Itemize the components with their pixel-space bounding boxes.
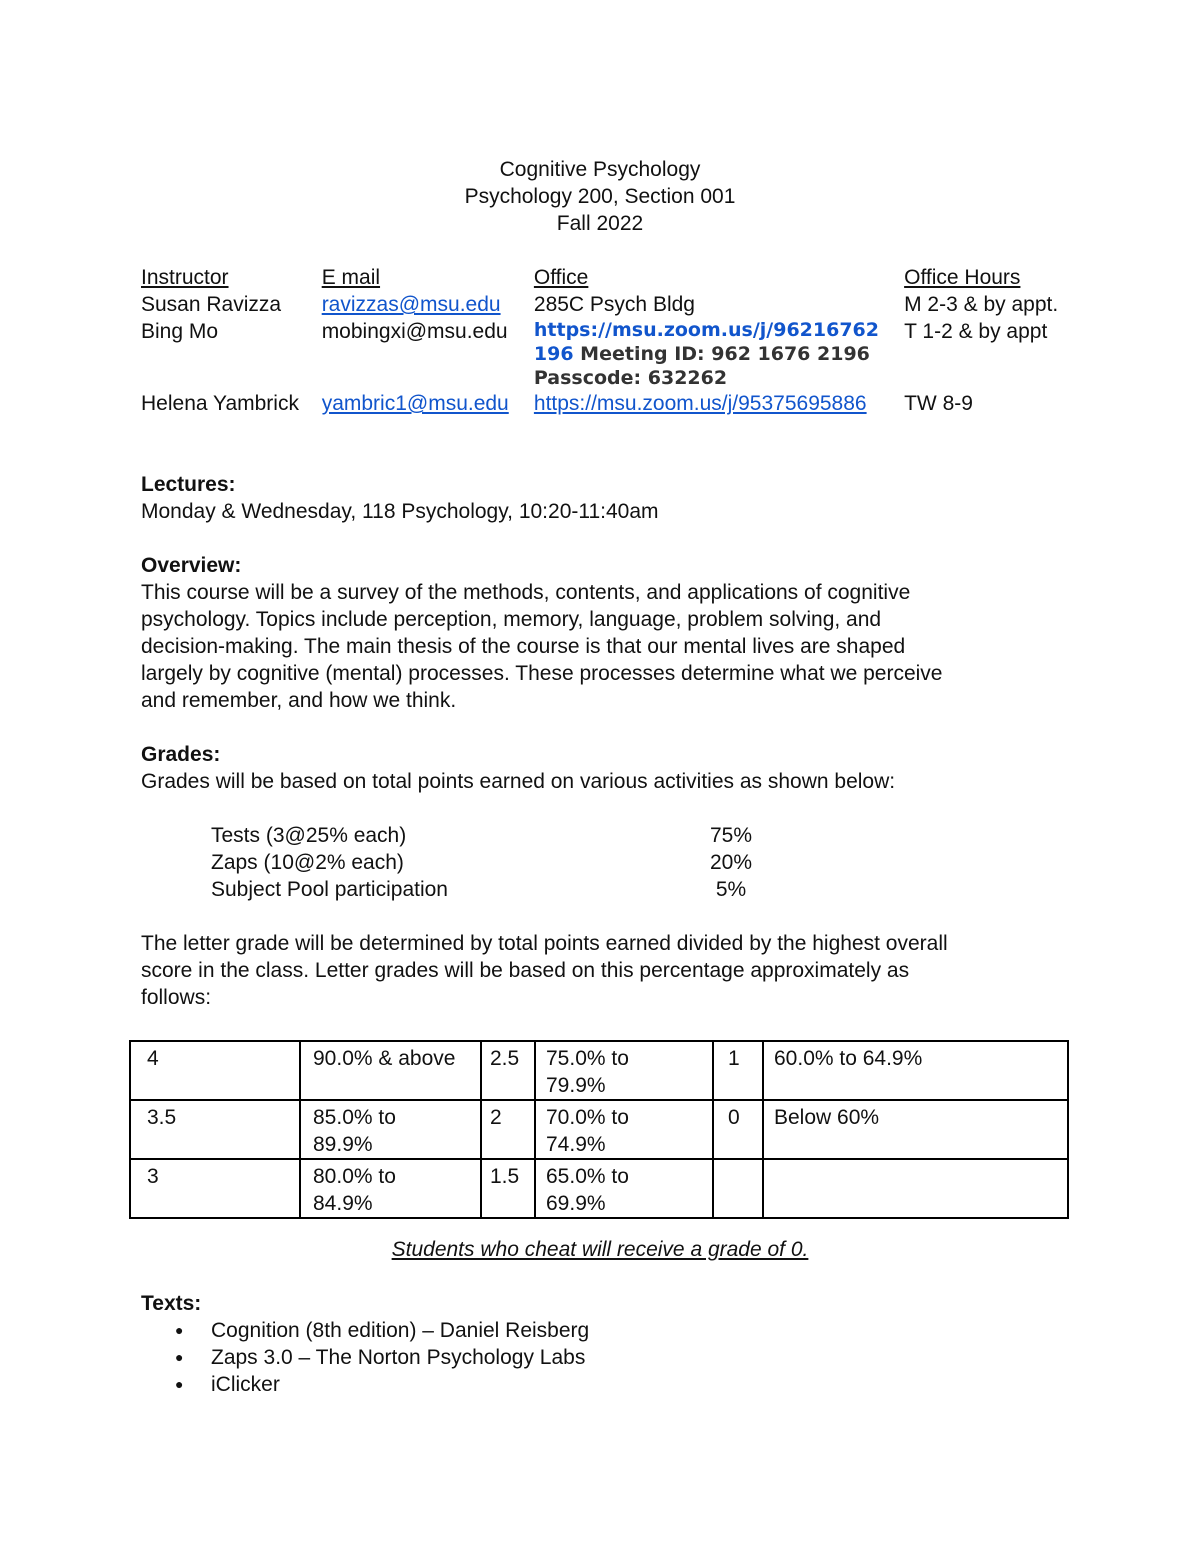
staff-name: Susan Ravizza: [141, 293, 282, 316]
letter-line: follows:: [141, 986, 212, 1009]
staff-office: 285C Psych Bldg: [533, 293, 695, 316]
weight-label: Tests (3@25% each): [211, 824, 407, 847]
overview-line: decision-making. The main thesis of the course is that our mental lives are shaped: [141, 635, 906, 658]
weight-value: 5%: [715, 878, 747, 901]
zoom-link[interactable]: https://msu.zoom.us/j/96216762: [533, 319, 879, 341]
grade-cell: 4: [130, 1041, 300, 1100]
header-email: E mail: [321, 266, 381, 289]
grade-cell: 3.5: [130, 1100, 300, 1159]
staff-table: [141, 264, 1071, 417]
syllabus-page: [141, 156, 1071, 1011]
zoom-link-continued[interactable]: 196: [533, 343, 574, 365]
grade-cell: [713, 1159, 763, 1218]
course-number: Psychology 200, Section 001: [464, 185, 736, 208]
overview-line: psychology. Topics include perception, memory, language, problem solving, and: [141, 608, 882, 631]
staff-header-row: [141, 264, 1071, 291]
lectures-heading: Lectures:: [141, 473, 236, 496]
grade-cell: 0: [713, 1100, 763, 1159]
overview-paragraph: [141, 579, 1061, 714]
meeting-id: Meeting ID: 962 1676 2196: [573, 343, 870, 365]
range-cell: Below 60%: [763, 1100, 1068, 1159]
letter-line: The letter grade will be determined by total points earned divided by the highest overall: [141, 932, 948, 955]
range-cell: 65.0% to 69.9%: [535, 1159, 713, 1218]
grade-scale-table: [129, 1040, 1069, 1219]
letter-grade-paragraph: [141, 930, 1061, 1011]
letter-line: score in the class. Letter grades will be based on this percentage approximately as: [141, 959, 910, 982]
header-office-hours: Office Hours: [904, 266, 1021, 289]
range-cell: 85.0% to 89.9%: [300, 1100, 481, 1159]
overview-heading: Overview:: [141, 554, 242, 577]
weight-label: Subject Pool participation: [211, 878, 448, 901]
grades-heading: Grades:: [141, 743, 221, 766]
texts-list: [141, 1317, 589, 1398]
staff-hours: TW 8-9: [904, 392, 973, 415]
course-title: Cognitive Psychology: [499, 158, 701, 181]
grade-cell: 1.5: [481, 1159, 535, 1218]
staff-hours: M 2-3 & by appt.: [904, 293, 1059, 316]
grade-cell: 2: [481, 1100, 535, 1159]
staff-row: [141, 390, 1071, 417]
grade-weight-row: [211, 876, 756, 903]
staff-row: [141, 318, 1071, 390]
list-item: ● Zaps 3.0 – The Norton Psychology Labs: [211, 1344, 589, 1371]
grade-cell: 3: [130, 1159, 300, 1218]
overview-line: largely by cognitive (mental) processes. These processes determine what we perceive: [141, 662, 943, 685]
weight-label: Zaps (10@2% each): [211, 851, 404, 874]
cheat-notice: Students who cheat will receive a grade of 0.: [391, 1238, 809, 1261]
range-cell: [763, 1159, 1068, 1218]
header-instructor: Instructor: [141, 266, 229, 289]
range-cell: 70.0% to 74.9%: [535, 1100, 713, 1159]
list-item: ● Cognition (8th edition) – Daniel Reisberg: [211, 1317, 589, 1344]
grade-cell: 1: [713, 1041, 763, 1100]
passcode: Passcode: 632262: [533, 367, 728, 389]
grade-weights: [211, 822, 756, 903]
grade-cell: 2.5: [481, 1041, 535, 1100]
scale-row: [130, 1159, 1068, 1218]
staff-email: mobingxi@msu.edu: [321, 320, 508, 343]
staff-hours: T 1-2 & by appt: [904, 320, 1048, 343]
zoom-link[interactable]: https://msu.zoom.us/j/95375695886: [533, 392, 867, 415]
overview-line: and remember, and how we think.: [141, 689, 457, 712]
overview-line: This course will be a survey of the methods, contents, and applications of cognitive: [141, 581, 911, 604]
range-cell: 60.0% to 64.9%: [763, 1041, 1068, 1100]
weight-value: 20%: [709, 851, 753, 874]
range-cell: 75.0% to 79.9%: [535, 1041, 713, 1100]
grade-weight-row: [211, 822, 756, 849]
scale-row: [130, 1100, 1068, 1159]
term: Fall 2022: [556, 212, 644, 235]
email-link[interactable]: yambric1@msu.edu: [321, 392, 509, 415]
staff-name: Bing Mo: [141, 320, 219, 343]
weight-value: 75%: [709, 824, 753, 847]
lectures-text: Monday & Wednesday, 118 Psychology, 10:20-11:40am: [141, 500, 659, 523]
staff-row: [141, 291, 1071, 318]
range-cell: 80.0% to 84.9%: [300, 1159, 481, 1218]
scale-row: [130, 1041, 1068, 1100]
range-cell: 90.0% & above: [300, 1041, 481, 1100]
header-office: Office: [533, 266, 589, 289]
grade-weight-row: [211, 849, 756, 876]
staff-name: Helena Yambrick: [141, 392, 299, 415]
email-link[interactable]: ravizzas@msu.edu: [321, 293, 501, 316]
grades-intro: Grades will be based on total points earned on various activities as shown below:: [141, 770, 896, 793]
texts-heading: Texts:: [141, 1292, 202, 1315]
list-item: ● iClicker: [211, 1371, 589, 1398]
title-block: [141, 156, 1059, 237]
texts-section: [141, 1290, 589, 1398]
